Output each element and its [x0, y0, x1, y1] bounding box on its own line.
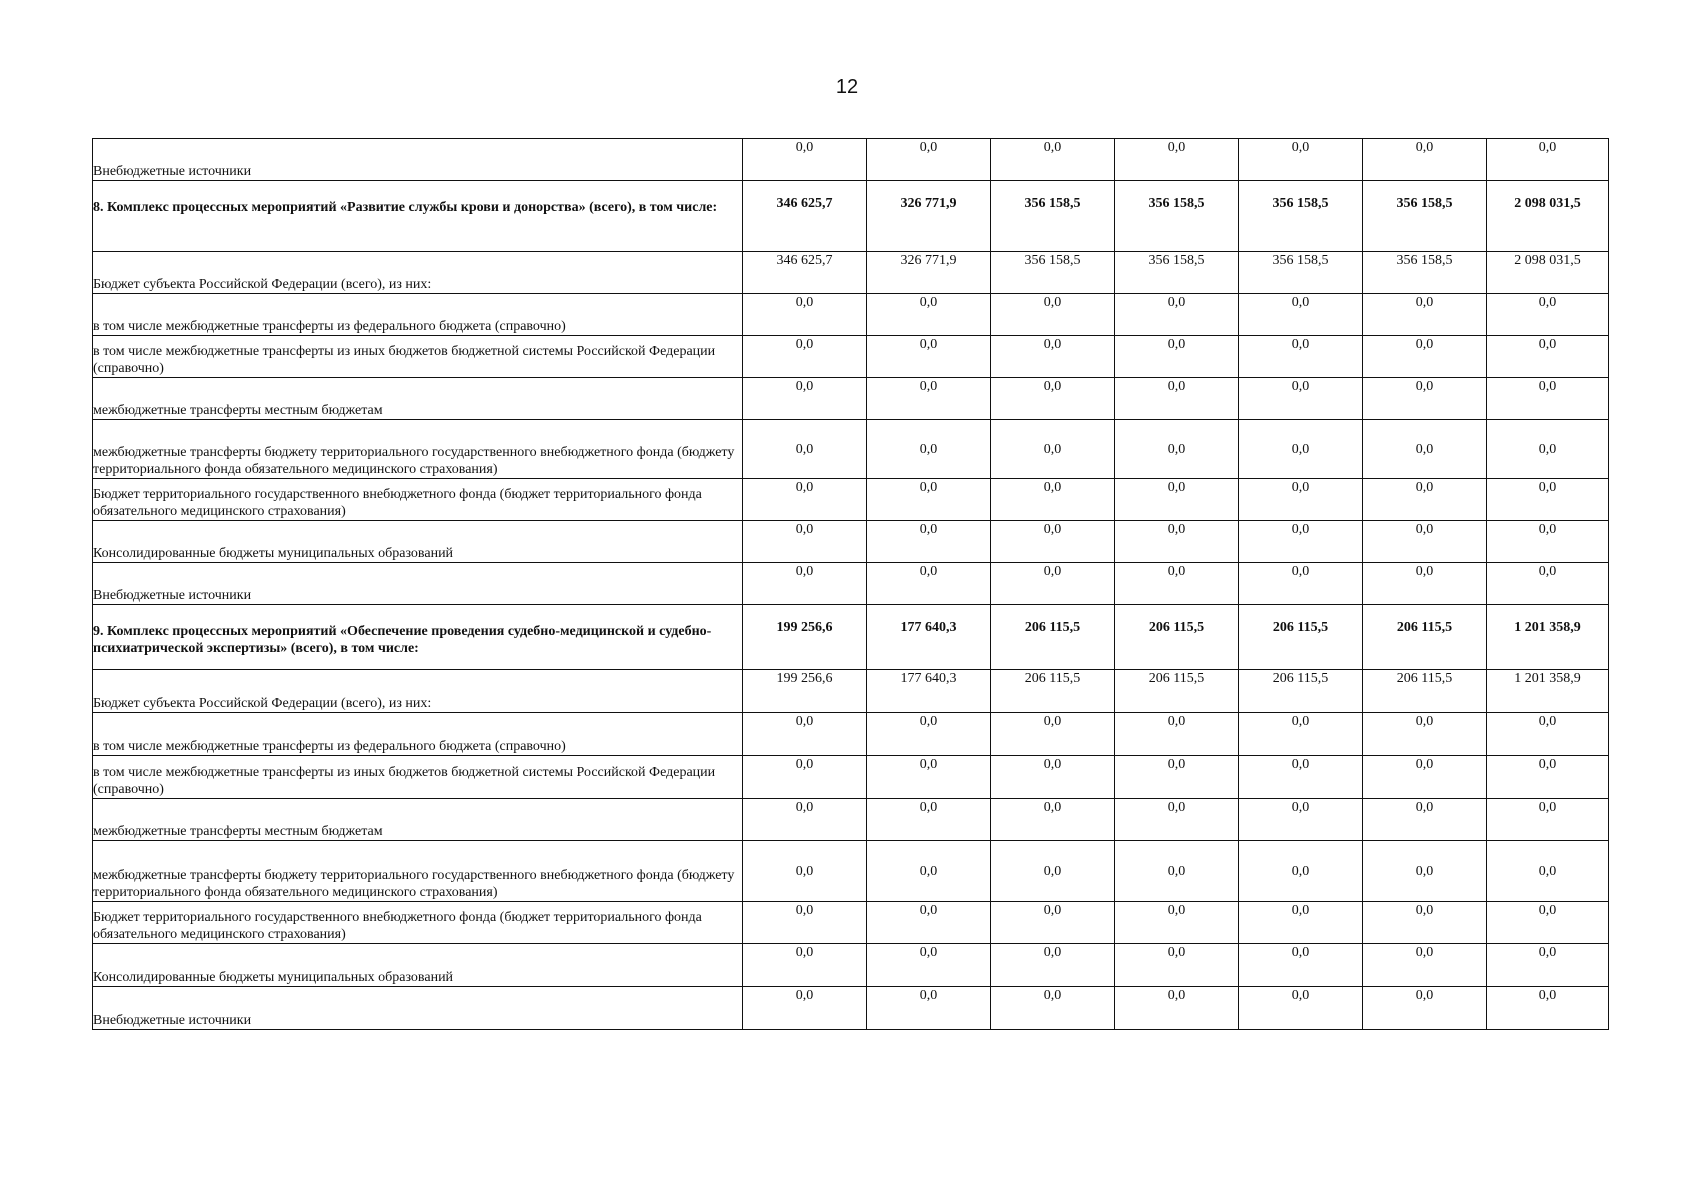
row-label: в том числе межбюджетные трансферты из федерального бюджета (справочно) [93, 294, 743, 336]
value-cell: 326 771,9 [867, 252, 991, 294]
value-cell: 0,0 [867, 420, 991, 479]
value-cell: 0,0 [1363, 563, 1487, 605]
value-cell: 0,0 [1115, 713, 1239, 756]
value-cell: 0,0 [991, 902, 1115, 944]
value-cell: 0,0 [743, 479, 867, 521]
table-row [93, 378, 1609, 420]
value-cell: 0,0 [991, 944, 1115, 987]
value-cell: 0,0 [991, 713, 1115, 756]
value-cell: 0,0 [743, 987, 867, 1030]
table-row [93, 181, 1609, 252]
row-label: межбюджетные трансферты местным бюджетам [93, 799, 743, 841]
value-cell: 0,0 [1363, 902, 1487, 944]
value-cell: 356 158,5 [991, 252, 1115, 294]
table-row [93, 420, 1609, 479]
value-cell: 0,0 [1363, 139, 1487, 181]
value-cell: 0,0 [1363, 420, 1487, 479]
value-cell: 356 158,5 [991, 181, 1115, 252]
value-cell: 0,0 [991, 378, 1115, 420]
table-row [93, 252, 1609, 294]
row-label: Бюджет территориального государственного внебюджетного фонда (бюджет территориального фонда обязательного медицинского страхования) [93, 479, 743, 521]
value-cell: 0,0 [1487, 756, 1609, 799]
value-cell: 206 115,5 [1239, 605, 1363, 670]
value-cell: 199 256,6 [743, 605, 867, 670]
row-label: в том числе межбюджетные трансферты из федерального бюджета (справочно) [93, 713, 743, 756]
value-cell: 0,0 [991, 294, 1115, 336]
table-row [93, 479, 1609, 521]
value-cell: 0,0 [1487, 799, 1609, 841]
value-cell: 0,0 [1487, 420, 1609, 479]
value-cell: 0,0 [867, 713, 991, 756]
value-cell: 0,0 [991, 139, 1115, 181]
value-cell: 0,0 [1363, 713, 1487, 756]
row-label: 9. Комплекс процессных мероприятий «Обеспечение проведения судебно-медицинской и судебно-психиатрической экспертизы» (всего), в том числе: [93, 605, 743, 670]
value-cell: 0,0 [1115, 799, 1239, 841]
value-cell: 0,0 [1487, 902, 1609, 944]
value-cell: 0,0 [1239, 841, 1363, 902]
value-cell: 0,0 [1239, 139, 1363, 181]
value-cell: 177 640,3 [867, 605, 991, 670]
row-label: Бюджет субъекта Российской Федерации (всего), из них: [93, 670, 743, 713]
value-cell: 2 098 031,5 [1487, 252, 1609, 294]
value-cell: 0,0 [743, 139, 867, 181]
value-cell: 0,0 [1239, 479, 1363, 521]
value-cell: 0,0 [743, 420, 867, 479]
value-cell: 0,0 [1239, 799, 1363, 841]
value-cell: 177 640,3 [867, 670, 991, 713]
value-cell: 0,0 [991, 841, 1115, 902]
value-cell: 0,0 [991, 420, 1115, 479]
table-row [93, 294, 1609, 336]
value-cell: 0,0 [991, 336, 1115, 378]
value-cell: 206 115,5 [1115, 670, 1239, 713]
budget-table [92, 138, 1609, 1030]
value-cell: 0,0 [743, 713, 867, 756]
value-cell: 0,0 [1487, 841, 1609, 902]
value-cell: 0,0 [1363, 841, 1487, 902]
table-row [93, 521, 1609, 563]
value-cell: 0,0 [1115, 420, 1239, 479]
value-cell: 0,0 [1487, 294, 1609, 336]
value-cell: 0,0 [1363, 987, 1487, 1030]
value-cell: 0,0 [867, 479, 991, 521]
value-cell: 1 201 358,9 [1487, 605, 1609, 670]
table-row [93, 713, 1609, 756]
table-row [93, 756, 1609, 799]
value-cell: 0,0 [1363, 378, 1487, 420]
value-cell: 0,0 [1487, 336, 1609, 378]
value-cell: 0,0 [743, 756, 867, 799]
table-row [93, 670, 1609, 713]
row-label: Внебюджетные источники [93, 563, 743, 605]
value-cell: 0,0 [1239, 902, 1363, 944]
value-cell: 0,0 [1363, 944, 1487, 987]
value-cell: 0,0 [1115, 521, 1239, 563]
value-cell: 206 115,5 [1239, 670, 1363, 713]
value-cell: 0,0 [1115, 944, 1239, 987]
row-label: Бюджет субъекта Российской Федерации (всего), из них: [93, 252, 743, 294]
table-row [93, 799, 1609, 841]
value-cell: 356 158,5 [1239, 252, 1363, 294]
value-cell: 0,0 [1487, 521, 1609, 563]
value-cell: 0,0 [1363, 756, 1487, 799]
value-cell: 0,0 [1487, 713, 1609, 756]
value-cell: 206 115,5 [1363, 670, 1487, 713]
row-label: межбюджетные трансферты бюджету территориального государственного внебюджетного фонда (бюджету территориального фонда обязательного медицинского страхования) [93, 841, 743, 902]
value-cell: 0,0 [867, 521, 991, 563]
value-cell: 0,0 [991, 756, 1115, 799]
value-cell: 0,0 [1239, 521, 1363, 563]
value-cell: 356 158,5 [1115, 252, 1239, 294]
value-cell: 0,0 [1115, 294, 1239, 336]
value-cell: 0,0 [1115, 987, 1239, 1030]
row-label: Внебюджетные источники [93, 987, 743, 1030]
value-cell: 1 201 358,9 [1487, 670, 1609, 713]
value-cell: 0,0 [867, 563, 991, 605]
value-cell: 0,0 [991, 521, 1115, 563]
value-cell: 0,0 [1115, 841, 1239, 902]
value-cell: 0,0 [1239, 336, 1363, 378]
value-cell: 0,0 [991, 799, 1115, 841]
value-cell: 0,0 [743, 521, 867, 563]
value-cell: 0,0 [743, 563, 867, 605]
value-cell: 0,0 [743, 944, 867, 987]
value-cell: 356 158,5 [1115, 181, 1239, 252]
value-cell: 0,0 [1239, 294, 1363, 336]
value-cell: 0,0 [743, 902, 867, 944]
value-cell: 0,0 [991, 479, 1115, 521]
value-cell: 0,0 [1239, 756, 1363, 799]
value-cell: 0,0 [1487, 944, 1609, 987]
value-cell: 0,0 [867, 987, 991, 1030]
value-cell: 0,0 [1239, 420, 1363, 479]
value-cell: 0,0 [1115, 902, 1239, 944]
row-label: межбюджетные трансферты местным бюджетам [93, 378, 743, 420]
value-cell: 0,0 [1115, 756, 1239, 799]
table-row [93, 139, 1609, 181]
table-row [93, 841, 1609, 902]
value-cell: 206 115,5 [1115, 605, 1239, 670]
value-cell: 0,0 [1115, 563, 1239, 605]
value-cell: 0,0 [1363, 336, 1487, 378]
row-label: в том числе межбюджетные трансферты из иных бюджетов бюджетной системы Российской Федерации (справочно) [93, 336, 743, 378]
value-cell: 0,0 [1487, 378, 1609, 420]
value-cell: 199 256,6 [743, 670, 867, 713]
value-cell: 0,0 [743, 841, 867, 902]
value-cell: 0,0 [1363, 294, 1487, 336]
value-cell: 0,0 [1487, 479, 1609, 521]
value-cell: 0,0 [991, 987, 1115, 1030]
value-cell: 0,0 [867, 799, 991, 841]
value-cell: 2 098 031,5 [1487, 181, 1609, 252]
row-label: Бюджет территориального государственного внебюджетного фонда (бюджет территориального фонда обязательного медицинского страхования) [93, 902, 743, 944]
value-cell: 0,0 [1115, 336, 1239, 378]
value-cell: 206 115,5 [991, 605, 1115, 670]
value-cell: 326 771,9 [867, 181, 991, 252]
row-label: Внебюджетные источники [93, 139, 743, 181]
value-cell: 0,0 [743, 336, 867, 378]
value-cell: 0,0 [1239, 944, 1363, 987]
value-cell: 0,0 [867, 378, 991, 420]
value-cell: 356 158,5 [1239, 181, 1363, 252]
row-label: Консолидированные бюджеты муниципальных образований [93, 944, 743, 987]
value-cell: 0,0 [867, 841, 991, 902]
value-cell: 0,0 [1239, 987, 1363, 1030]
table-row [93, 944, 1609, 987]
value-cell: 0,0 [867, 139, 991, 181]
value-cell: 0,0 [1115, 479, 1239, 521]
value-cell: 0,0 [1363, 521, 1487, 563]
value-cell: 0,0 [867, 902, 991, 944]
value-cell: 0,0 [1487, 139, 1609, 181]
row-label: в том числе межбюджетные трансферты из иных бюджетов бюджетной системы Российской Федерации (справочно) [93, 756, 743, 799]
table-row [93, 336, 1609, 378]
value-cell: 0,0 [867, 336, 991, 378]
value-cell: 206 115,5 [991, 670, 1115, 713]
table-row [93, 902, 1609, 944]
value-cell: 0,0 [1487, 987, 1609, 1030]
value-cell: 0,0 [1239, 713, 1363, 756]
table-row [93, 563, 1609, 605]
value-cell: 0,0 [1115, 139, 1239, 181]
value-cell: 0,0 [1363, 479, 1487, 521]
table-row [93, 605, 1609, 670]
value-cell: 356 158,5 [1363, 252, 1487, 294]
row-label: 8. Комплекс процессных мероприятий «Развитие службы крови и донорства» (всего), в том числе: [93, 181, 743, 252]
value-cell: 0,0 [1487, 563, 1609, 605]
value-cell: 0,0 [743, 799, 867, 841]
value-cell: 0,0 [1363, 799, 1487, 841]
value-cell: 356 158,5 [1363, 181, 1487, 252]
value-cell: 346 625,7 [743, 252, 867, 294]
value-cell: 206 115,5 [1363, 605, 1487, 670]
value-cell: 0,0 [1239, 563, 1363, 605]
value-cell: 0,0 [867, 294, 991, 336]
value-cell: 0,0 [743, 378, 867, 420]
value-cell: 0,0 [867, 756, 991, 799]
value-cell: 0,0 [991, 563, 1115, 605]
value-cell: 0,0 [743, 294, 867, 336]
table-row [93, 987, 1609, 1030]
value-cell: 0,0 [867, 944, 991, 987]
value-cell: 0,0 [1239, 378, 1363, 420]
value-cell: 346 625,7 [743, 181, 867, 252]
row-label: Консолидированные бюджеты муниципальных образований [93, 521, 743, 563]
page-number: 12 [835, 76, 859, 98]
value-cell: 0,0 [1115, 378, 1239, 420]
row-label: межбюджетные трансферты бюджету территориального государственного внебюджетного фонда (бюджету территориального фонда обязательного медицинского страхования) [93, 420, 743, 479]
